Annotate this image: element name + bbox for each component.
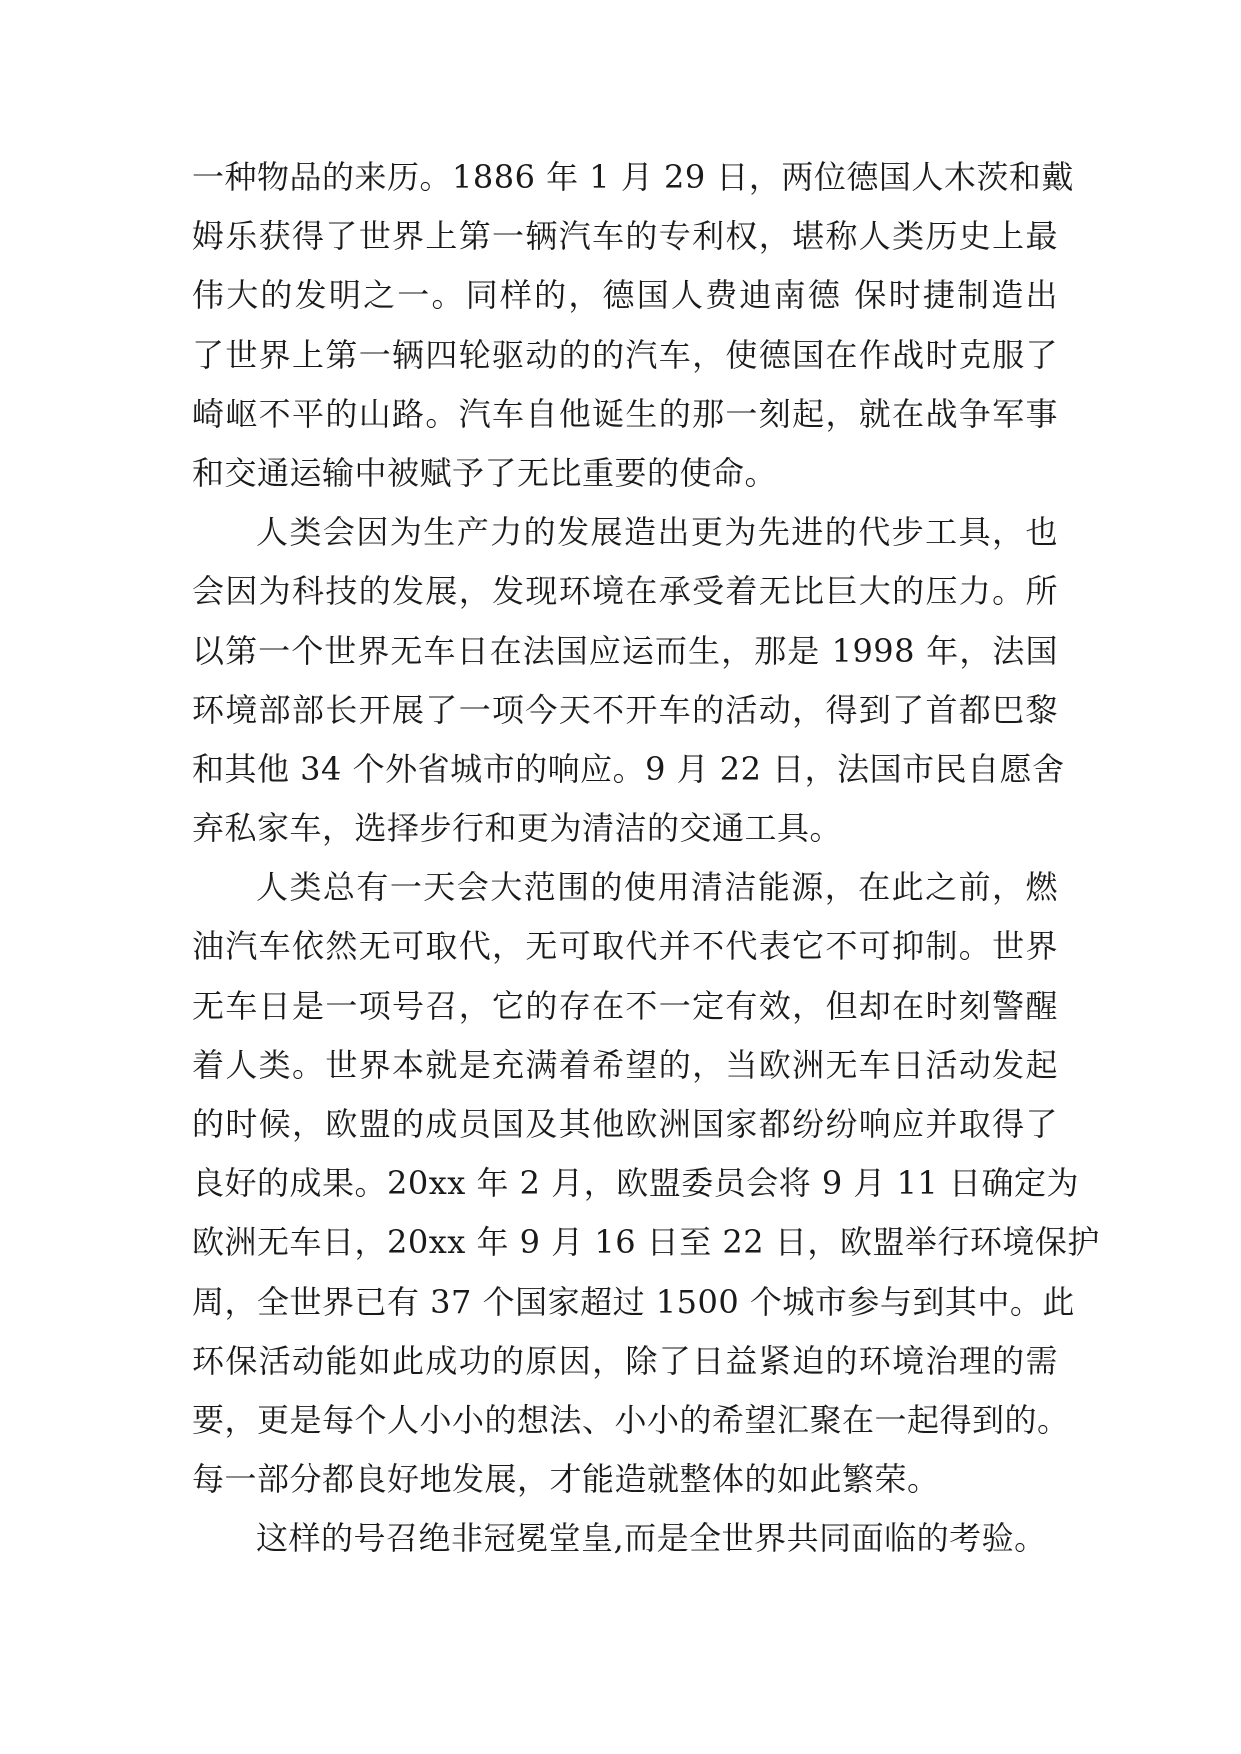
paragraph: [192, 148, 1074, 503]
text-line: 欧洲无车日，20xx 年 9 月 16 日至 22 日，欧盟举行环境保护: [192, 1223, 1100, 1262]
text-line: 良好的成果。20xx 年 2 月，欧盟委员会将 9 月 11 日确定为: [192, 1164, 1079, 1203]
text-line: 环境部部长开展了一项今天不开车的活动，得到了首都巴黎: [192, 690, 1058, 729]
text-line: 着人类。世界本就是充满着希望的，当欧洲无车日活动发起: [192, 1045, 1058, 1084]
text-line: 每一部分都良好地发展，才能造就整体的如此繁荣。: [192, 1460, 940, 1499]
text-line: 要，更是每个人小小的想法、小小的希望汇聚在一起得到的。: [192, 1400, 1070, 1439]
text-line: 周，全世界已有 37 个国家超过 1500 个城市参与到其中。此: [192, 1282, 1075, 1321]
document-body: [192, 148, 1100, 1569]
text-line: 人类总有一天会大范围的使用清洁能源，在此之前，燃: [256, 868, 1058, 907]
paragraph: [192, 1509, 1058, 1568]
text-line: 的时候，欧盟的成员国及其他欧洲国家都纷纷响应并取得了: [192, 1105, 1058, 1143]
text-line: 这样的号召绝非冠冕堂皇,而是全世界共同面临的考验。: [256, 1519, 1047, 1558]
text-line: 了世界上第一辆四轮驱动的的汽车，使德国在作战时克服了: [192, 335, 1058, 374]
text-line: 伟大的发明之一。同样的，德国人费迪南德 保时捷制造出: [192, 276, 1058, 315]
text-line: 弃私家车，选择步行和更为清洁的交通工具。: [192, 809, 843, 848]
text-line: 油汽车依然无可取代，无可取代并不代表它不可抑制。世界: [192, 927, 1058, 966]
text-line: 无车日是一项号召，它的存在不一定有效，但却在时刻警醒: [192, 986, 1058, 1025]
paragraph: [192, 503, 1065, 858]
text-line: 会因为科技的发展，发现环境在承受着无比巨大的压力。所: [192, 572, 1058, 611]
text-line: 环保活动能如此成功的原因，除了日益紧迫的环境治理的需: [192, 1341, 1058, 1380]
text-line: 一种物品的来历。1886 年 1 月 29 日，两位德国人木茨和戴: [192, 158, 1074, 196]
text-line: 崎岖不平的山路。汽车自他诞生的那一刻起，就在战争军事: [192, 394, 1058, 433]
text-line: 人类会因为生产力的发展造出更为先进的代步工具，也: [256, 513, 1058, 552]
paragraph: [192, 858, 1100, 1509]
text-line: 和其他 34 个外省城市的响应。9 月 22 日，法国市民自愿舍: [192, 749, 1065, 788]
text-line: 姆乐获得了世界上第一辆汽车的专利权，堪称人类历史上最: [192, 217, 1058, 256]
text-line: 以第一个世界无车日在法国应运而生，那是 1998 年，法国: [192, 631, 1058, 670]
text-line: 和交通运输中被赋予了无比重要的使命。: [192, 453, 778, 492]
